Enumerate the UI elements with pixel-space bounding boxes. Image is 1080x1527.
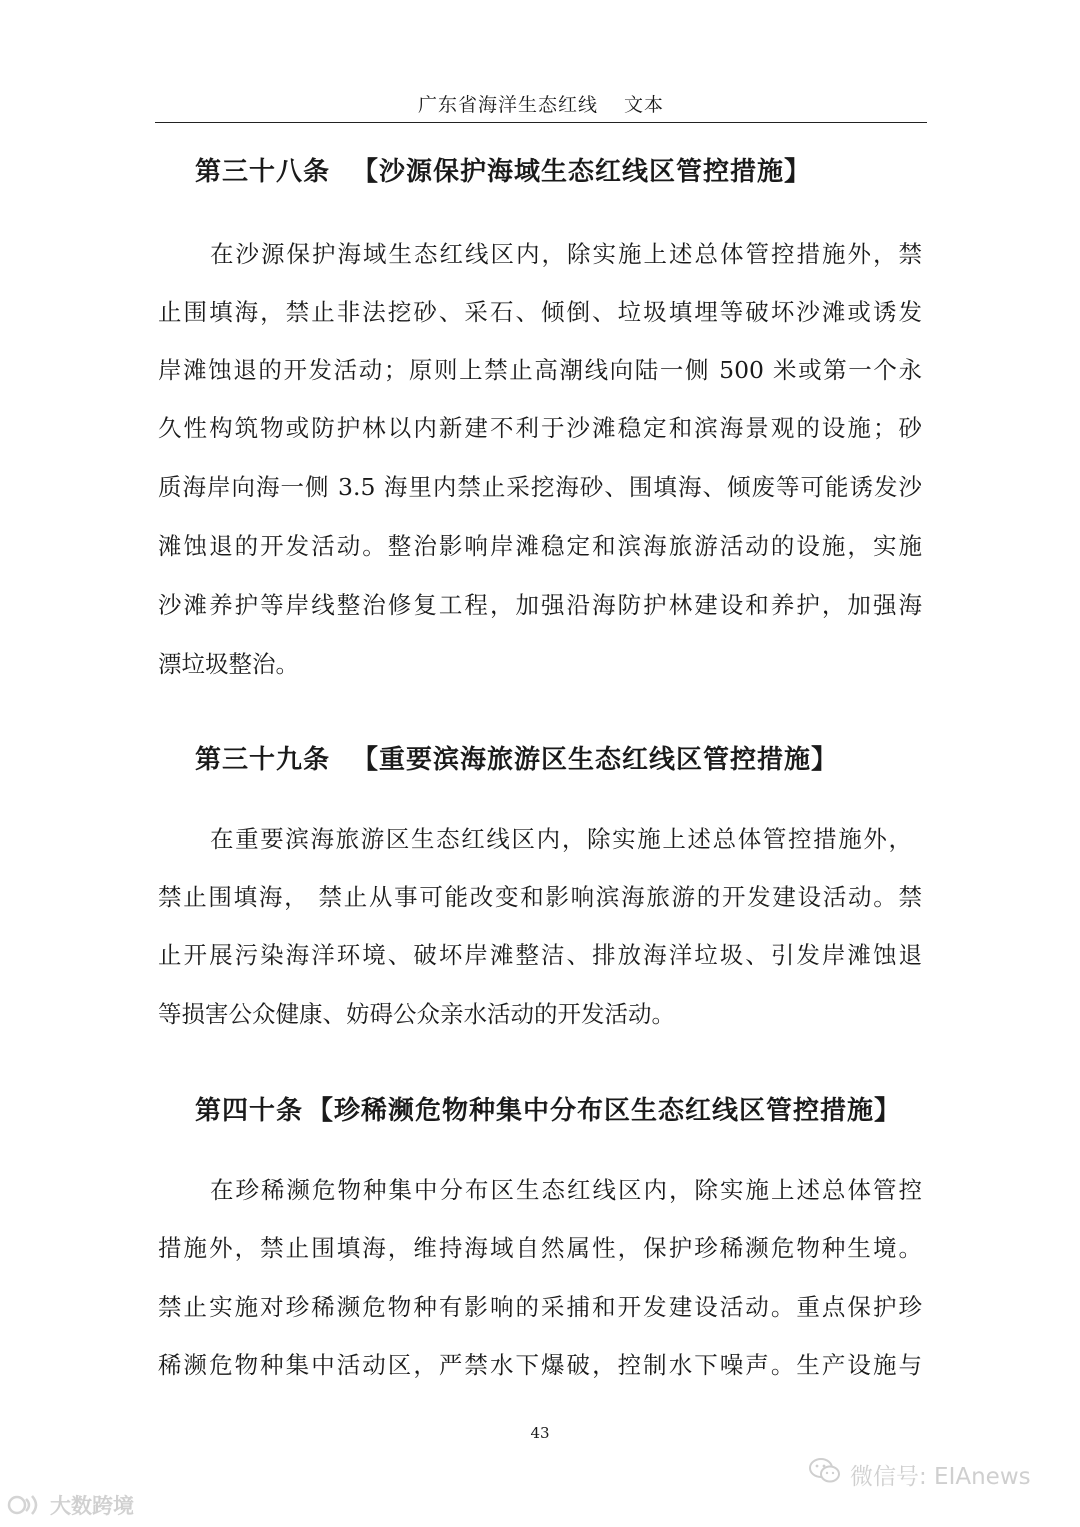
paragraph-line: 岸滩蚀退的开发活动；原则上禁止高潮线向陆一侧 500 米或第一个永 [158, 356, 922, 384]
paragraph-line: 在珍稀濒危物种集中分布区生态红线区内，除实施上述总体管控 [210, 1176, 922, 1204]
watermark-left-text: 大数跨境 [50, 1494, 134, 1518]
header-title: 广东省海洋生态红线 [417, 94, 598, 116]
paragraph-line: 久性构筑物或防护林以内新建不利于沙滩稳定和滨海景观的设施；砂 [158, 414, 922, 442]
page-header [155, 88, 927, 123]
watermark-left [6, 1490, 134, 1520]
article-title: 【重要滨海旅游区生态红线区管控措施】 [352, 745, 839, 775]
paragraph-line: 滩蚀退的开发活动。整治影响岸滩稳定和滨海旅游活动的设施，实施 [158, 532, 922, 560]
watermark-right [808, 1456, 1031, 1492]
paragraph-line: 漂垃圾整治。 [158, 650, 299, 678]
sound-wave-logo-icon [6, 1494, 44, 1516]
article-title: 【珍稀濒危物种集中分布区生态红线区管控措施】 [307, 1096, 902, 1126]
article-number: 第三十八条 [195, 157, 331, 187]
article-number: 第三十九条 [195, 745, 331, 775]
paragraph-line: 止开展污染海洋环境、破坏岸滩整洁、排放海洋垃圾、引发岸滩蚀退 [158, 941, 922, 969]
watermark-right-text: 微信号: EIAnews [850, 1463, 1031, 1490]
paragraph-line: 质海岸向海一侧 3.5 海里内禁止采挖海砂、围填海、倾废等可能诱发沙 [158, 473, 922, 501]
paragraph-line: 止围填海，禁止非法挖砂、采石、倾倒、垃圾填埋等破坏沙滩或诱发 [158, 298, 922, 326]
article-38-heading [195, 151, 811, 188]
article-40-heading [195, 1090, 901, 1127]
paragraph-line: 禁止实施对珍稀濒危物种有影响的采捕和开发建设活动。重点保护珍 [158, 1293, 922, 1321]
header-subtitle: 文本 [624, 94, 665, 116]
paragraph-line: 禁止围填海， 禁止从事可能改变和影响滨海旅游的开发建设活动。禁 [158, 883, 922, 911]
article-number: 第四十条 [195, 1096, 304, 1126]
wechat-icon [808, 1456, 842, 1492]
article-title: 【沙源保护海域生态红线区管控措施】 [352, 157, 812, 187]
paragraph-line: 沙滩养护等岸线整治修复工程，加强沿海防护林建设和养护，加强海 [158, 591, 922, 619]
paragraph-line: 在沙源保护海域生态红线区内，除实施上述总体管控措施外，禁 [210, 240, 922, 268]
paragraph-line: 措施外，禁止围填海，维持海域自然属性，保护珍稀濒危物种生境。 [158, 1234, 922, 1262]
paragraph-line: 在重要滨海旅游区生态红线区内，除实施上述总体管控措施外， [210, 825, 912, 853]
paragraph-line: 等损害公众健康、妨碍公众亲水活动的开发活动。 [158, 1000, 675, 1028]
paragraph-line: 稀濒危物种集中活动区，严禁水下爆破，控制水下噪声。生产设施与 [158, 1351, 922, 1379]
page-number: 43 [530, 1424, 550, 1442]
article-39-heading [195, 739, 838, 776]
